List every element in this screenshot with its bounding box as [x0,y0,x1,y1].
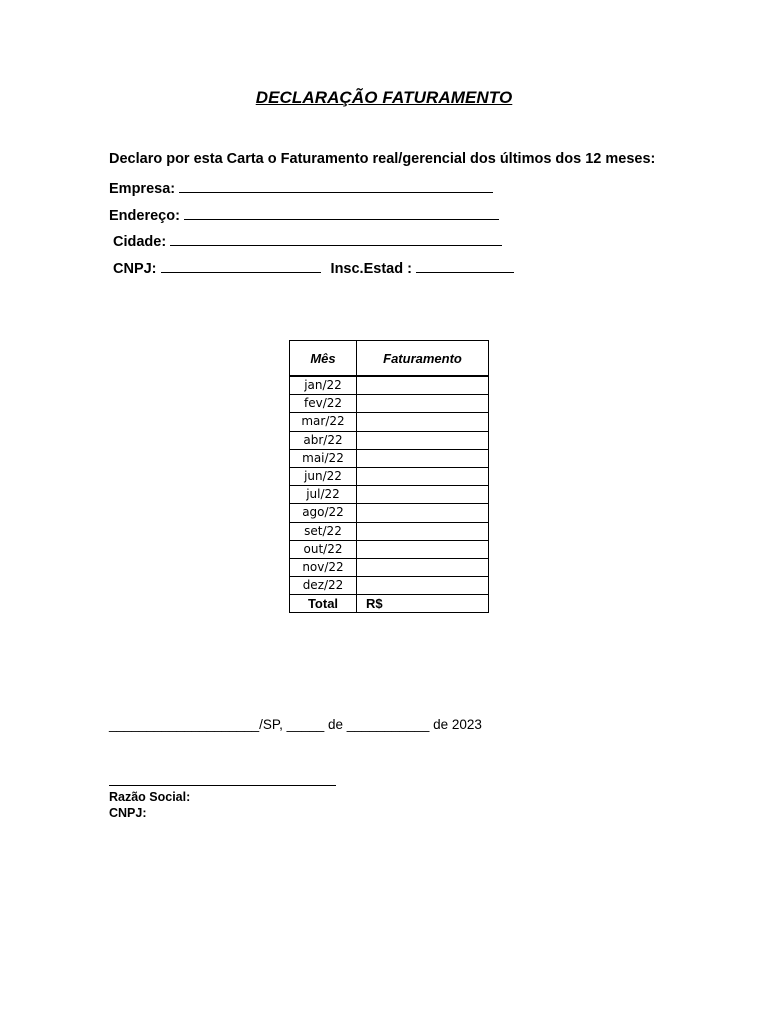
endereco-field [109,205,499,224]
faturamento-cell[interactable] [357,577,489,595]
table-row [290,522,489,540]
faturamento-cell[interactable] [357,431,489,449]
faturamento-cell[interactable] [357,522,489,540]
razao-social-label: Razão Social: [109,790,191,804]
month-cell: mar/22 [290,413,357,431]
faturamento-cell[interactable] [357,395,489,413]
month-cell: out/22 [290,540,357,558]
cidade-blank-line [170,231,502,246]
table-row [290,431,489,449]
faturamento-cell[interactable] [357,467,489,485]
table-row [290,413,489,431]
document-title: DECLARAÇÃO FATURAMENTO [255,88,513,107]
header-faturamento: Faturamento [357,341,489,377]
table-row [290,486,489,504]
table-row [290,540,489,558]
month-cell: nov/22 [290,558,357,576]
header-mes: Mês [290,341,357,377]
date-line: ____________________/SP, _____ de ___________ de 2023 [109,717,482,732]
cidade-field [113,231,502,250]
month-cell: abr/22 [290,431,357,449]
total-label: Total [290,595,357,613]
table-row [290,467,489,485]
faturamento-cell[interactable] [357,504,489,522]
table-row [290,395,489,413]
signature-line [109,785,336,786]
faturamento-cell[interactable] [357,376,489,395]
total-row [290,595,489,613]
month-cell: mai/22 [290,449,357,467]
table-row [290,376,489,395]
faturamento-cell[interactable] [357,540,489,558]
faturamento-cell[interactable] [357,413,489,431]
faturamento-table [289,340,489,613]
month-cell: dez/22 [290,577,357,595]
table-row [290,504,489,522]
cnpj-label: CNPJ: [113,261,157,277]
intro-text: Declaro por esta Carta o Faturamento real/gerencial dos últimos dos 12 meses: [109,151,656,167]
month-cell: jul/22 [290,486,357,504]
table-body [290,376,489,595]
month-cell: ago/22 [290,504,357,522]
month-cell: jun/22 [290,467,357,485]
insc-label: Insc.Estad : [330,261,412,277]
endereco-blank-line [184,205,499,220]
empresa-field [109,178,493,197]
month-cell: jan/22 [290,376,357,395]
faturamento-cell[interactable] [357,486,489,504]
cnpj-blank-line [161,258,321,273]
empresa-blank-line [179,178,493,193]
faturamento-cell[interactable] [357,449,489,467]
signature-cnpj-label: CNPJ: [109,806,147,820]
table-row [290,558,489,576]
cidade-label: Cidade: [113,234,167,250]
endereco-label: Endereço: [109,208,180,224]
month-cell: fev/22 [290,395,357,413]
table-row [290,577,489,595]
faturamento-cell[interactable] [357,558,489,576]
table-header-row [290,341,489,377]
insc-blank-line [416,258,514,273]
empresa-label: Empresa: [109,181,176,197]
total-value: R$ [357,595,489,613]
table-row [290,449,489,467]
month-cell: set/22 [290,522,357,540]
cnpj-insc-field [113,258,514,277]
